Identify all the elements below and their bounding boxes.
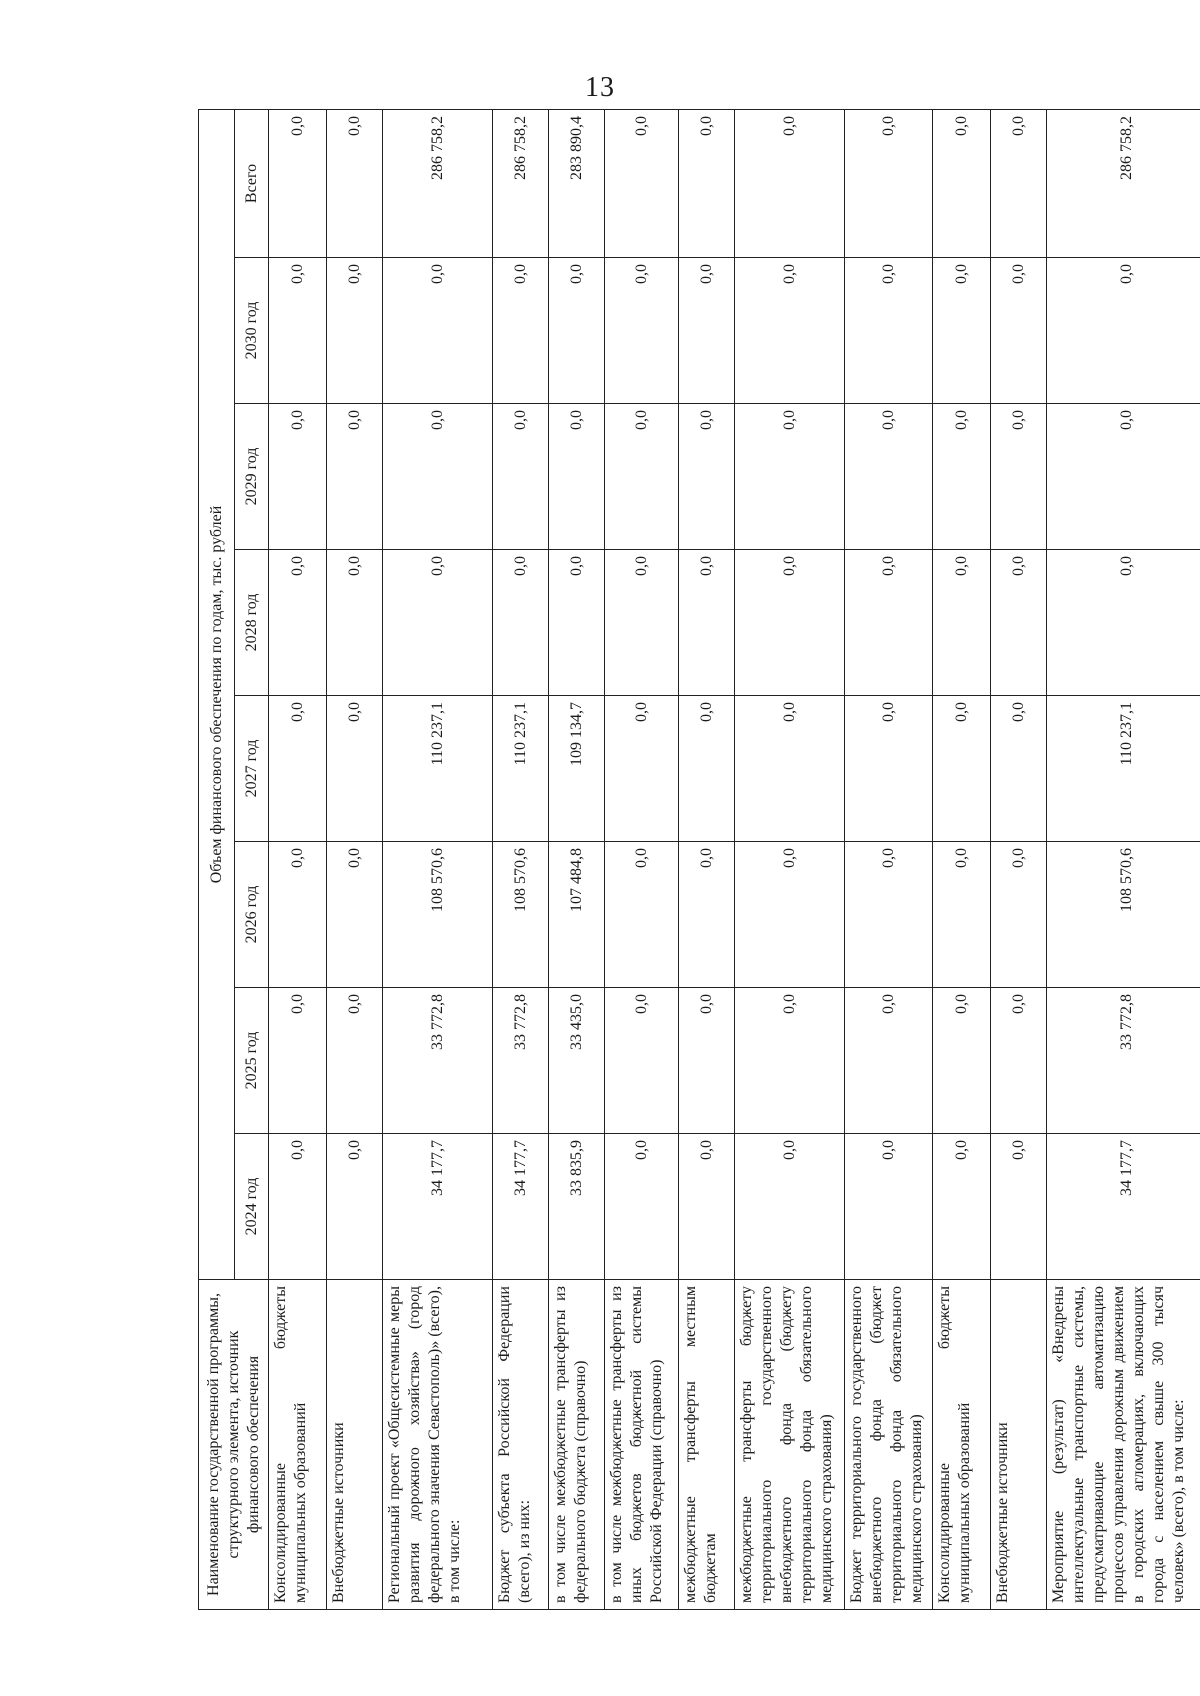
table-row — [845, 109, 933, 1609]
row-name-cell: межбюджетные трансферты бюджету территориального государственного внебюджетного фонда (бюджету территориального фонда обязательного медицинского страхования) — [735, 1280, 845, 1610]
value-cell: 0,0 — [679, 696, 735, 842]
table-row — [327, 109, 383, 1609]
value-cell: 0,0 — [679, 550, 735, 696]
value-cell: 0,0 — [991, 109, 1047, 257]
value-cell: 0,0 — [269, 258, 327, 404]
row-name-cell: в том числе межбюджетные трансферты из иных бюджетов бюджетной системы Российской Федерации (справочно) — [605, 1280, 679, 1610]
table-row — [269, 109, 327, 1609]
value-cell: 34 177,7 — [1047, 1134, 1200, 1280]
value-cell: 0,0 — [269, 404, 327, 550]
year-column-header: 2024 год — [235, 1134, 269, 1280]
value-cell: 0,0 — [735, 988, 845, 1134]
value-cell: 0,0 — [679, 404, 735, 550]
row-name-cell: межбюджетные трансферты местным бюджетам — [679, 1280, 735, 1610]
value-cell: 0,0 — [327, 550, 383, 696]
value-cell: 34 177,7 — [383, 1134, 493, 1280]
row-name-cell: Внебюджетные источники — [327, 1280, 383, 1610]
value-cell: 0,0 — [549, 550, 605, 696]
value-cell: 0,0 — [493, 550, 549, 696]
value-cell: 0,0 — [933, 550, 991, 696]
year-column-header: 2029 год — [235, 404, 269, 550]
year-column-header: 2028 год — [235, 550, 269, 696]
value-cell: 0,0 — [327, 258, 383, 404]
name-column-header: Наименование государственной программы, структурного элемента, источник финансового обеспечения — [199, 1280, 269, 1610]
row-name-cell: Бюджет территориального государственного внебюджетного фонда (бюджет территориального фонда обязательного медицинского страхования) — [845, 1280, 933, 1610]
value-cell: 109 134,7 — [549, 696, 605, 842]
value-cell: 0,0 — [735, 1134, 845, 1280]
value-cell: 0,0 — [605, 988, 679, 1134]
value-cell: 0,0 — [549, 258, 605, 404]
year-column-header: 2025 год — [235, 988, 269, 1134]
value-cell: 0,0 — [605, 404, 679, 550]
value-cell: 0,0 — [991, 258, 1047, 404]
value-cell: 108 570,6 — [1047, 842, 1200, 988]
value-cell: 0,0 — [845, 258, 933, 404]
value-cell: 0,0 — [735, 842, 845, 988]
value-cell: 0,0 — [845, 842, 933, 988]
value-cell: 0,0 — [269, 550, 327, 696]
value-cell: 0,0 — [991, 696, 1047, 842]
financing-group-header: Объем финансового обеспечения по годам, тыс. рублей — [199, 109, 235, 1279]
value-cell: 0,0 — [383, 404, 493, 550]
value-cell: 0,0 — [327, 696, 383, 842]
value-cell: 110 237,1 — [383, 696, 493, 842]
value-cell: 108 570,6 — [383, 842, 493, 988]
value-cell: 0,0 — [991, 1134, 1047, 1280]
value-cell: 286 758,2 — [383, 109, 493, 257]
page-number: 13 — [585, 72, 615, 103]
value-cell: 0,0 — [845, 109, 933, 257]
value-cell: 0,0 — [493, 258, 549, 404]
year-column-header: 2027 год — [235, 696, 269, 842]
financing-table — [198, 109, 1200, 1610]
value-cell: 0,0 — [327, 404, 383, 550]
value-cell: 283 890,4 — [549, 109, 605, 257]
value-cell: 0,0 — [933, 109, 991, 257]
value-cell: 0,0 — [735, 109, 845, 257]
value-cell: 0,0 — [269, 1134, 327, 1280]
value-cell: 0,0 — [605, 842, 679, 988]
value-cell: 0,0 — [679, 988, 735, 1134]
table-body — [269, 109, 1200, 1609]
value-cell: 0,0 — [605, 258, 679, 404]
value-cell: 0,0 — [327, 988, 383, 1134]
value-cell: 0,0 — [327, 1134, 383, 1280]
value-cell: 0,0 — [991, 988, 1047, 1134]
row-name-cell: Консолидированные бюджеты муниципальных образований — [933, 1280, 991, 1610]
value-cell: 0,0 — [383, 550, 493, 696]
value-cell: 0,0 — [1047, 404, 1200, 550]
value-cell: 0,0 — [327, 842, 383, 988]
table-row — [933, 109, 991, 1609]
value-cell: 0,0 — [991, 404, 1047, 550]
value-cell: 0,0 — [383, 258, 493, 404]
value-cell: 0,0 — [845, 1134, 933, 1280]
value-cell: 33 772,8 — [383, 988, 493, 1134]
value-cell: 110 237,1 — [1047, 696, 1200, 842]
table-row — [383, 109, 493, 1609]
value-cell: 0,0 — [605, 1134, 679, 1280]
value-cell: 286 758,2 — [1047, 109, 1200, 257]
value-cell: 0,0 — [845, 550, 933, 696]
value-cell: 0,0 — [933, 258, 991, 404]
value-cell: 33 435,0 — [549, 988, 605, 1134]
value-cell: 0,0 — [269, 109, 327, 257]
year-column-header: 2026 год — [235, 842, 269, 988]
table-row — [605, 109, 679, 1609]
value-cell: 0,0 — [493, 404, 549, 550]
value-cell: 0,0 — [327, 109, 383, 257]
value-cell: 33 772,8 — [1047, 988, 1200, 1134]
value-cell: 0,0 — [933, 988, 991, 1134]
table-row — [679, 109, 735, 1609]
value-cell: 0,0 — [845, 988, 933, 1134]
row-name-cell: Внебюджетные источники — [991, 1280, 1047, 1610]
value-cell: 0,0 — [605, 550, 679, 696]
value-cell: 0,0 — [845, 696, 933, 842]
row-name-cell: в том числе межбюджетные трансферты из федерального бюджета (справочно) — [549, 1280, 605, 1610]
value-cell: 0,0 — [605, 109, 679, 257]
value-cell: 0,0 — [735, 550, 845, 696]
value-cell: 0,0 — [605, 696, 679, 842]
rotated-table-container — [198, 110, 1187, 1610]
value-cell: 0,0 — [269, 696, 327, 842]
value-cell: 0,0 — [1047, 258, 1200, 404]
value-cell: 0,0 — [991, 842, 1047, 988]
value-cell: 0,0 — [679, 258, 735, 404]
value-cell: 0,0 — [735, 696, 845, 842]
value-cell: 0,0 — [549, 404, 605, 550]
value-cell: 0,0 — [991, 550, 1047, 696]
value-cell: 34 177,7 — [493, 1134, 549, 1280]
value-cell: 0,0 — [1047, 550, 1200, 696]
table-row — [1047, 109, 1200, 1609]
table-row — [493, 109, 549, 1609]
table-row — [549, 109, 605, 1609]
value-cell: 0,0 — [735, 258, 845, 404]
row-name-cell: Мероприятие (результат) «Внедрены интеллектуальные транспортные системы, предусматривающие автоматизацию процессов управления дорожным движением в городских агломерациях, включающих города с населением свыше 300 тысяч человек» (всего), в том числе: — [1047, 1280, 1200, 1610]
value-cell: 0,0 — [269, 988, 327, 1134]
row-name-cell: Региональный проект «Общесистемные меры развития дорожного хозяйства» (город федерального значения Севастополь)» (всего), в том числе: — [383, 1280, 493, 1610]
value-cell: 0,0 — [933, 404, 991, 550]
value-cell: 110 237,1 — [493, 696, 549, 842]
value-cell: 0,0 — [679, 842, 735, 988]
row-name-cell: Бюджет субъекта Российской Федерации (всего), из них: — [493, 1280, 549, 1610]
value-cell: 107 484,8 — [549, 842, 605, 988]
value-cell: 108 570,6 — [493, 842, 549, 988]
value-cell: 33 772,8 — [493, 988, 549, 1134]
row-name-cell: Консолидированные бюджеты муниципальных образований — [269, 1280, 327, 1610]
value-cell: 0,0 — [679, 1134, 735, 1280]
year-column-header: 2030 год — [235, 258, 269, 404]
value-cell: 0,0 — [933, 696, 991, 842]
value-cell: 0,0 — [933, 842, 991, 988]
table-row — [991, 109, 1047, 1609]
value-cell: 0,0 — [735, 404, 845, 550]
value-cell: 0,0 — [933, 1134, 991, 1280]
value-cell: 0,0 — [845, 404, 933, 550]
value-cell: 0,0 — [679, 109, 735, 257]
value-cell: 33 835,9 — [549, 1134, 605, 1280]
table-row — [735, 109, 845, 1609]
value-cell: 0,0 — [269, 842, 327, 988]
value-cell: 286 758,2 — [493, 109, 549, 257]
year-column-header: Всего — [235, 109, 269, 257]
